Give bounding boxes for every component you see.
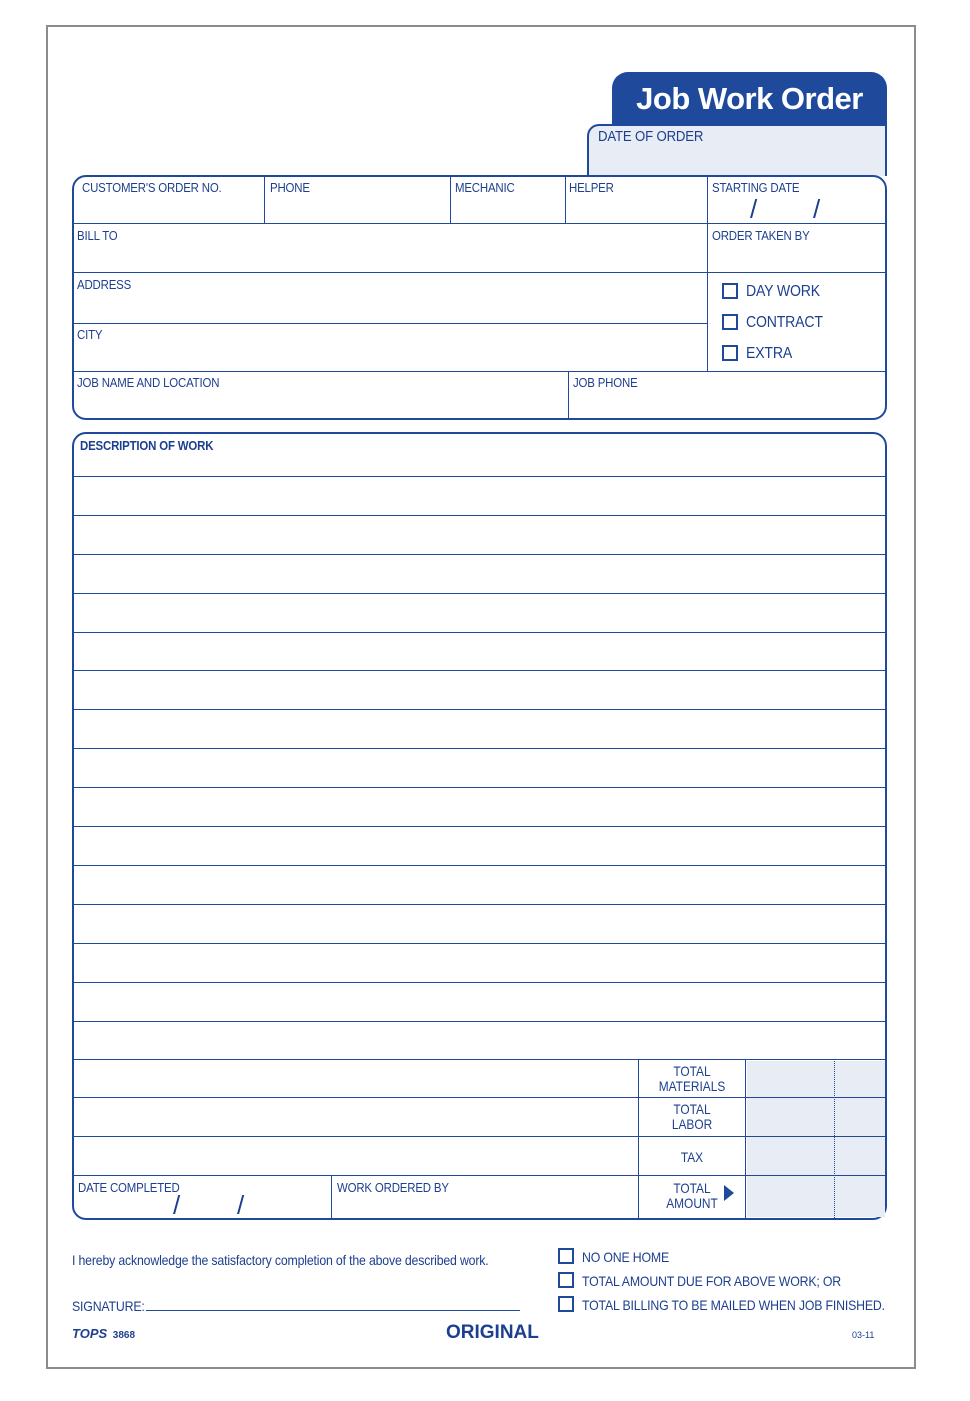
divider	[74, 1175, 885, 1176]
ruled-line	[74, 982, 885, 983]
divider	[450, 177, 451, 223]
divider	[745, 1059, 746, 1218]
bill-to-label: BILL TO	[77, 228, 118, 243]
ruled-line	[74, 554, 885, 555]
job-phone-label: JOB PHONE	[573, 375, 638, 390]
extra-label: EXTRA	[746, 345, 793, 362]
total-materials-label: TOTAL MATERIALS	[658, 1063, 726, 1094]
ruled-line	[74, 593, 885, 594]
work-ordered-by-label: WORK ORDERED BY	[337, 1180, 449, 1195]
ruled-line	[74, 826, 885, 827]
ruled-line	[74, 476, 885, 477]
divider	[74, 1136, 885, 1137]
day-work-checkbox[interactable]	[722, 283, 738, 299]
divider	[707, 177, 708, 371]
no-one-home-checkbox[interactable]	[558, 1248, 574, 1264]
helper-label: HELPER	[569, 180, 614, 195]
contract-label: CONTRACT	[746, 314, 823, 331]
billing-mailed-checkbox[interactable]	[558, 1296, 574, 1312]
billing-mailed-label: TOTAL BILLING TO BE MAILED WHEN JOB FINISHED.	[582, 1297, 885, 1313]
ruled-line	[74, 709, 885, 710]
date-completed-label: DATE COMPLETED	[78, 1180, 180, 1195]
day-work-label: DAY WORK	[746, 283, 820, 300]
divider	[74, 272, 885, 273]
signature-line[interactable]	[146, 1310, 520, 1311]
divider	[568, 371, 569, 418]
ruled-line	[74, 670, 885, 671]
divider	[74, 371, 885, 372]
customers-order-no-label: CUSTOMER'S ORDER NO.	[82, 180, 222, 195]
no-one-home-label: NO ONE HOME	[582, 1249, 670, 1265]
ruled-line	[74, 865, 885, 866]
date-separator: /	[237, 1190, 245, 1220]
ruled-line	[74, 1021, 885, 1022]
address-label: ADDRESS	[77, 277, 132, 292]
revision-code: 03-11	[852, 1330, 875, 1340]
ruled-line	[74, 1059, 885, 1060]
extra-checkbox[interactable]	[722, 345, 738, 361]
total-amount-label: TOTAL AMOUNT	[666, 1180, 718, 1211]
job-name-location-label: JOB NAME AND LOCATION	[77, 375, 220, 390]
divider	[74, 223, 885, 224]
divider	[264, 177, 265, 223]
starting-date-label: STARTING DATE	[712, 180, 800, 195]
description-of-work-label: DESCRIPTION OF WORK	[80, 438, 214, 453]
product-number: 3868	[112, 1330, 136, 1341]
cents-divider	[834, 1059, 835, 1218]
divider	[331, 1175, 332, 1218]
form-title: Job Work Order	[612, 72, 887, 126]
phone-label: PHONE	[270, 180, 310, 195]
tops-logo: TOPS 3868	[72, 1326, 136, 1341]
ruled-line	[74, 515, 885, 516]
divider	[74, 323, 708, 324]
divider	[565, 177, 566, 223]
tax-label: TAX	[680, 1149, 704, 1165]
ruled-line	[74, 787, 885, 788]
ruled-line	[74, 943, 885, 944]
totals-amount-column[interactable]	[747, 1061, 885, 1217]
contract-checkbox[interactable]	[722, 314, 738, 330]
signature-label: SIGNATURE:	[72, 1298, 145, 1314]
mechanic-label: MECHANIC	[455, 180, 515, 195]
order-taken-by-label: ORDER TAKEN BY	[712, 228, 810, 243]
acknowledgement-text: I hereby acknowledge the satisfactory completion of the above described work.	[72, 1252, 489, 1268]
total-amount-due-checkbox[interactable]	[558, 1272, 574, 1288]
divider	[74, 1097, 885, 1098]
ruled-line	[74, 632, 885, 633]
date-separator: /	[813, 194, 821, 224]
copy-label: ORIGINAL	[446, 1322, 539, 1343]
total-amount-due-label: TOTAL AMOUNT DUE FOR ABOVE WORK; OR	[582, 1273, 841, 1289]
date-separator: /	[173, 1190, 181, 1220]
date-of-order-label: DATE OF ORDER	[598, 128, 704, 145]
ruled-line	[74, 748, 885, 749]
ruled-line	[74, 904, 885, 905]
city-label: CITY	[77, 327, 103, 342]
date-separator: /	[750, 194, 758, 224]
arrow-right-icon	[724, 1185, 734, 1201]
total-labor-label: TOTAL LABOR	[671, 1101, 713, 1132]
divider	[638, 1059, 639, 1218]
